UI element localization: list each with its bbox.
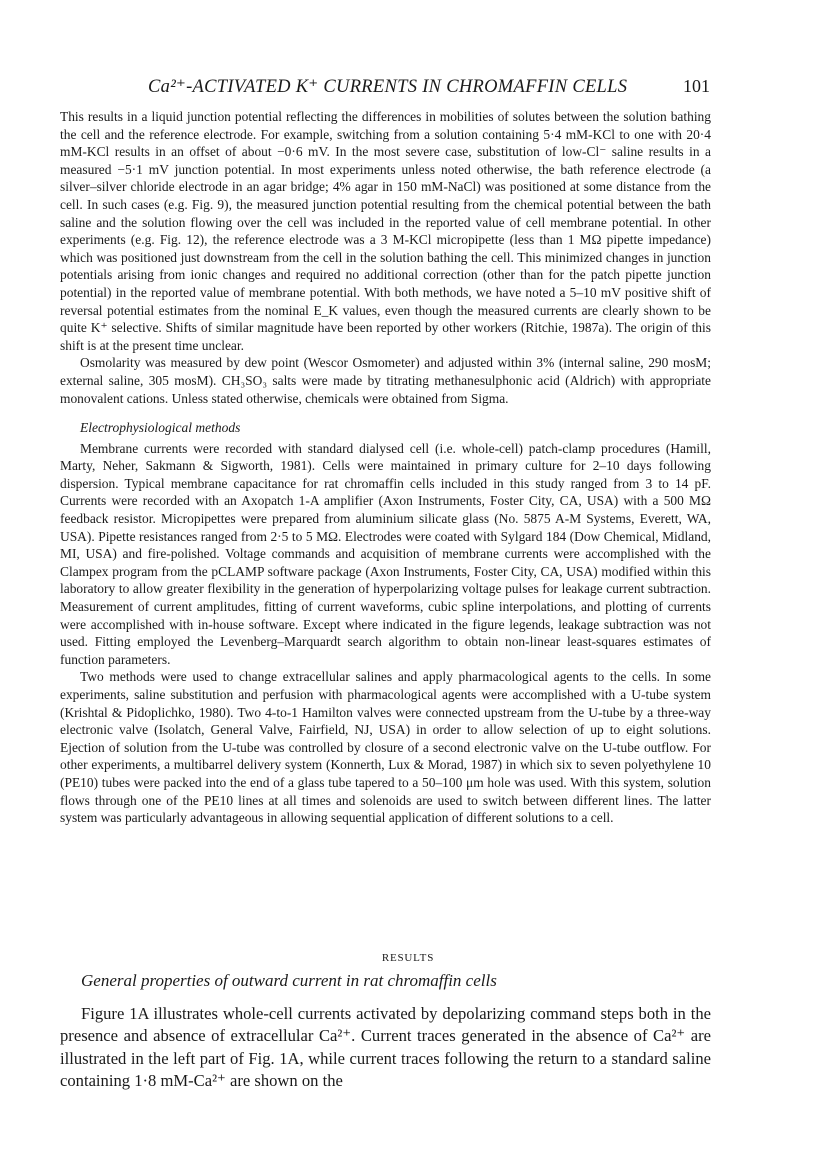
electrophysiological-methods-heading: Electrophysiological methods: [80, 420, 241, 436]
results-section: [60, 970, 711, 1093]
methods-paragraph-3: Membrane currents were recorded with standard dialysed cell (i.e. whole-cell) patch-clamp procedures (Hamill, Marty, Neher, Sakmann & Sigworth, 1981). Cells were maintained in primary culture for 2–10 days following dispersion. Typical membrane capacitance for rat chromaffin cells included in this study ranged from 3 to 14 pF. Currents were recorded with an Axopatch 1-A amplifier (Axon Instruments, Foster City, CA, USA) with a 500 MΩ feedback resistor. Micropipettes were prepared from aluminium silicate glass (No. 5875 A-M Systems, Everett, WA, USA). Pipette resistances ranged from 2·5 to 5 MΩ. Electrodes were coated with Sylgard 184 (Dow Chemical, Midland, MI, USA) and fire-polished. Voltage commands and acquisition of membrane currents were accomplished with the Clampex program from the pCLAMP software package (Axon Instruments, Foster City, CA, USA) modified within this laboratory to allow greater flexibility in the generation of hyperpolarizing voltage pulses for leakage current subtraction. Measurement of current amplitudes, fitting of current waveforms, cubic spline interpolations, and plotting of currents were accomplished with in-house software. Except where indicated in the figure legends, leakage subtraction was not used. Fitting employed the Levenberg–Marquardt search algorithm to obtain non-linear least-squares estimates of function parameters.: [60, 440, 711, 667]
running-head: [148, 76, 710, 100]
methods-paragraph-4: Two methods were used to change extracellular salines and apply pharmacological agents to the cells. In some experiments, saline substitution and perfusion with pharmacological agents were accomplished with a U-tube system (Krishtal & Pidoplichko, 1980). Two 4-to-1 Hamilton valves were connected upstream from the U-tube by a three-way electronic valve (Isolatch, General Valve, Fairfield, NJ, USA) in order to allow selection of up to eight solutions. Ejection of solution from the U-tube was controlled by closure of a second electronic valve on the U-tube outflow. For other experiments, a multibarrel delivery system (Konnerth, Lux & Morad, 1987) in which six to seven polyethylene 10 (PE10) tubes were packed into the end of a glass tube tapered to a 50–100 μm hole was used. With this system, solution flows through one of the PE10 lines at all times and solenoids are used to switch between different lines. The latter system was particularly advantageous in allowing sequential application of different solutions to a cell.: [60, 669, 711, 826]
results-paragraph-1: Figure 1A illustrates whole-cell currents activated by depolarizing command steps both in the presence and absence of extracellular Ca²⁺. Current traces generated in the absence of Ca²⁺ are illustrated in the left part of Fig. 1A, while current traces following the return to a standard saline containing 1·8 mM-Ca²⁺ are shown on the: [60, 1003, 711, 1091]
results-subheading: General properties of outward current in rat chromaffin cells: [81, 971, 497, 990]
running-title: Ca²⁺-ACTIVATED K⁺ CURRENTS IN CHROMAFFIN CELLS: [148, 77, 628, 97]
page-number: 101: [683, 76, 710, 96]
methods-paragraph-2: Osmolarity was measured by dew point (Wescor Osmometer) and adjusted within 3% (internal saline, 290 mosM; external saline, 305 mosM). CH₃SO₃ salts were made by titrating methanesulphonic acid (Aldrich) with appropriate monovalent cations. Unless stated otherwise, chemicals were obtained from Sigma.: [60, 355, 711, 406]
methods-section: [60, 108, 711, 827]
methods-paragraph-1: This results in a liquid junction potential reflecting the differences in mobilities of solutes between the solution bathing the cell and the reference electrode. For example, switching from a solution containing 5·4 mM-KCl to one with 20·4 mM-KCl results in an offset of about −0·6 mV. In the most severe case, substitution of low-Cl⁻ saline results in a measured −5·1 mV junction potential. In most experiments unless noted otherwise, the bath reference electrode (a silver–silver chloride electrode in an agar bridge; 4% agar in 150 mM-NaCl) was positioned at some distance from the cell. In such cases (e.g. Fig. 9), the measured junction potential resulting from the chemical potential between the bath saline and the solution flowing over the cell was included in the reported value of cell membrane potential. In other experiments (e.g. Fig. 12), the reference electrode was a 3 M-KCl micropipette (less than 1 MΩ pipette impedance) which was positioned just downstream from the cell in the solution bathing the cell. This minimized changes in junction potentials arising from ionic changes and required no additional correction (other than for the patch pipette junction potential) in the reported value of membrane potential. With both methods, we have noted a 5–10 mV positive shift of reversal potential estimates from the nominal E_K values, even though the measured currents are clearly shown to be quite K⁺ selective. Shifts of similar magnitude have been reported by other workers (Ritchie, 1987a). The origin of this shift is at the present time unclear.: [60, 109, 711, 353]
results-heading: RESULTS: [381, 952, 435, 964]
